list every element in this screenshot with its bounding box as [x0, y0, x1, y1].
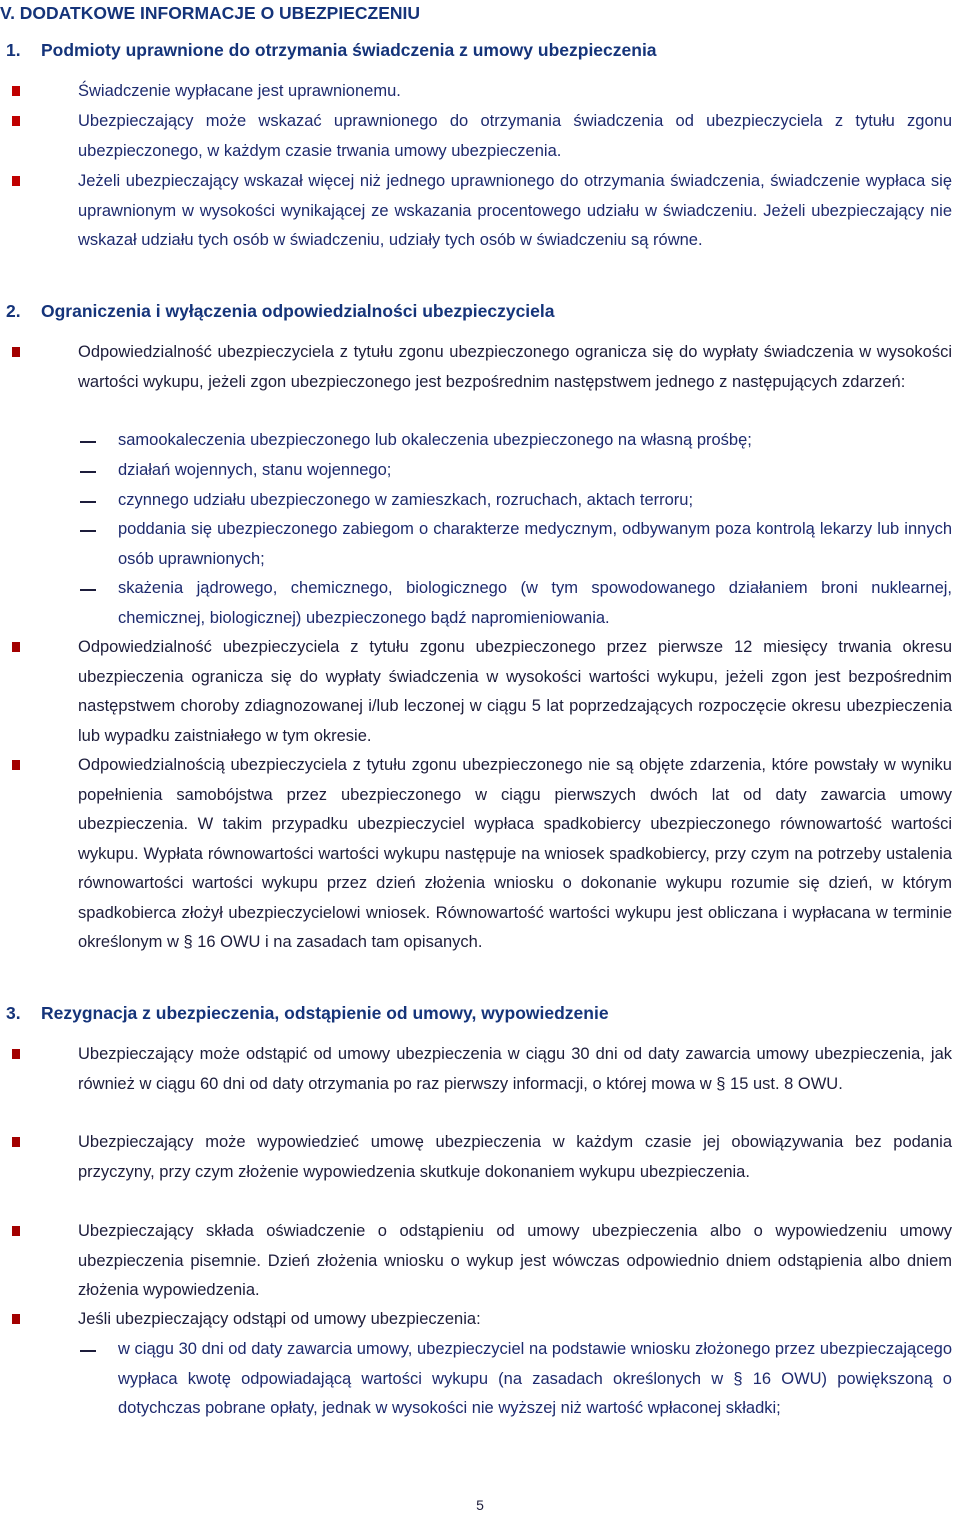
list-item [78, 1217, 952, 1306]
dash-item-text: działań wojennych, stanu wojennego; [118, 461, 392, 479]
dash-item-text: skażenia jądrowego, chemicznego, biologicznego (w tym spowodowanego działaniem broni nuklearnej, chemicznej, biologicznej) ubezpieczonego bądź napromieniowania. [118, 579, 952, 627]
list-item [78, 1305, 952, 1335]
dash-bullet-icon [80, 441, 96, 443]
page-number: 5 [476, 1497, 484, 1513]
subsection-heading-2 [6, 298, 555, 324]
dash-item-text: czynnego udziału ubezpieczonego w zamieszkach, rozruchach, aktach terroru; [118, 491, 694, 509]
list-item-text: Odpowiedzialność ubezpieczyciela z tytułu zgonu ubezpieczonego przez pierwsze 12 miesięcy trwania okresu ubezpieczenia ogranicza się do wypłaty świadczenia w wysokości wartości wykupu, jeżeli zgon jest bezpośrednim następstwem choroby zdiagnozowanej i/lub leczonej w ciągu 5 lat poprzedzających rozpoczęcie okresu ubezpieczenia lub wypadku zaistniałego w tym okresie. [78, 638, 952, 745]
dash-bullet-icon [80, 501, 96, 503]
dash-list-item [118, 574, 952, 633]
list-item [78, 167, 952, 256]
subsection-heading-3 [6, 1000, 609, 1026]
list-item [78, 107, 952, 166]
dash-list-item [118, 456, 952, 486]
list-item-text: Ubezpieczający może wypowiedzieć umowę ubezpieczenia w każdym czasie jej obowiązywania bez podania przyczyny, przy czym złożenie wypowiedzenia skutkuje dokonaniem wykupu ubezpieczenia. [78, 1133, 952, 1181]
list-item-text: Jeśli ubezpieczający odstąpi od umowy ubezpieczenia: [78, 1310, 481, 1328]
dash-bullet-icon [80, 471, 96, 473]
square-bullet-icon [12, 1314, 20, 1324]
subsection-number: 2. [6, 301, 21, 321]
list-item-text: Jeżeli ubezpieczający wskazał więcej niż jednego uprawnionego do otrzymania świadczenia, świadczenie wypłaca się uprawnionym w wysokości wynikającej ze wskazania procentowego udziału w świadczeniu. Jeżeli ubezpieczający nie wskazał udziału tych osób w świadczeniu, udziały tych osób w świadczeniu są równe. [78, 172, 952, 249]
subsection-number: 3. [6, 1003, 21, 1023]
subsection-number: 1. [6, 40, 21, 60]
subsection-title: Ograniczenia i wyłączenia odpowiedzialności ubezpieczyciela [41, 301, 555, 321]
square-bullet-icon [12, 1137, 20, 1147]
square-bullet-icon [12, 1226, 20, 1236]
dash-list-item [118, 1335, 952, 1424]
square-bullet-icon [12, 86, 20, 96]
subsection-title: Rezygnacja z ubezpieczenia, odstąpienie od umowy, wypowiedzenie [41, 1003, 609, 1023]
dash-list-item [118, 426, 952, 456]
list-item-text: Ubezpieczający składa oświadczenie o odstąpieniu od umowy ubezpieczenia albo o wypowiedzeniu umowy ubezpieczenia pisemnie. Dzień złożenia wniosku o wykup jest wówczas odpowiednio dniem odstąpienia albo dniem złożenia wypowiedzenia. [78, 1222, 952, 1299]
dash-list-item [118, 515, 952, 574]
list-item-text: Ubezpieczający może wskazać uprawnionego do otrzymania świadczenia od ubezpieczyciela z tytułu zgonu ubezpieczonego, w każdym czasie trwania umowy ubezpieczenia. [78, 112, 952, 160]
list-item-text: Odpowiedzialnością ubezpieczyciela z tytułu zgonu ubezpieczonego nie są objęte zdarzenia, które powstały w wyniku popełnienia samobójstwa przez ubezpieczonego w ciągu pierwszych dwóch lat od daty zawarcia umowy ubezpieczenia. W takim przypadku ubezpieczyciel wypłaca spadkobiercy ubezpieczonego równowartość wartości wykupu. Wypłata równowartości wartości wykupu następuje na wniosek spadkobiercy, przy czym na potrzeby ustalenia równowartości wartości wykupu przez dzień złożenia wniosku o dokonanie wykupu rozumie się dzień, w którym spadkobierca złożył ubezpieczycielowi wniosek. Równowartość wartości wykupu jest obliczana i wypłacana w terminie określonym w § 16 OWU i na zasadach tam opisanych. [78, 756, 952, 951]
subsection-title: Podmioty uprawnione do otrzymania świadczenia z umowy ubezpieczenia [41, 40, 657, 60]
square-bullet-icon [12, 642, 20, 652]
square-bullet-icon [12, 760, 20, 770]
list-item-text: Świadczenie wypłacane jest uprawnionemu. [78, 82, 401, 100]
square-bullet-icon [12, 1049, 20, 1059]
square-bullet-icon [12, 347, 20, 357]
section-heading: V. DODATKOWE INFORMACJE O UBEZPIECZENIU [0, 3, 421, 23]
list-item [78, 1040, 952, 1099]
dash-list-item [118, 486, 952, 516]
list-item [78, 1128, 952, 1187]
dash-bullet-icon [80, 530, 96, 532]
list-item-text: Odpowiedzialność ubezpieczyciela z tytułu zgonu ubezpieczonego ogranicza się do wypłaty świadczenia w wysokości wartości wykupu, jeżeli zgon ubezpieczonego jest bezpośrednim następstwem jednego z następujących zdarzeń: [78, 343, 952, 391]
list-item-text: Ubezpieczający może odstąpić od umowy ubezpieczenia w ciągu 30 dni od daty zawarcia umowy ubezpieczenia, jak również w ciągu 60 dni od daty otrzymania po raz pierwszy informacji, o której mowa w § 15 ust. 8 OWU. [78, 1045, 952, 1093]
list-item [78, 751, 952, 958]
dash-bullet-icon [80, 589, 96, 591]
dash-item-text: poddania się ubezpieczonego zabiegom o charakterze medycznym, odbywanym poza kontrolą lekarzy lub innych osób uprawnionych; [118, 520, 952, 568]
square-bullet-icon [12, 116, 20, 126]
list-item [78, 338, 952, 397]
dash-item-text: w ciągu 30 dni od daty zawarcia umowy, ubezpieczyciel na podstawie wniosku złożonego przez ubezpieczającego wypłaca kwotę odpowiadającą wartości wykupu (na zasadach określonych w § 16 OWU) powiększoną o dotychczas pobrane opłaty, jednak w wysokości nie wyższej niż wartość wpłaconej składki; [118, 1340, 952, 1417]
subsection-heading-1 [6, 37, 657, 63]
dash-bullet-icon [80, 1350, 96, 1352]
square-bullet-icon [12, 176, 20, 186]
list-item [78, 633, 952, 751]
list-item [78, 77, 952, 107]
dash-item-text: samookaleczenia ubezpieczonego lub okaleczenia ubezpieczonego na własną prośbę; [118, 431, 752, 449]
